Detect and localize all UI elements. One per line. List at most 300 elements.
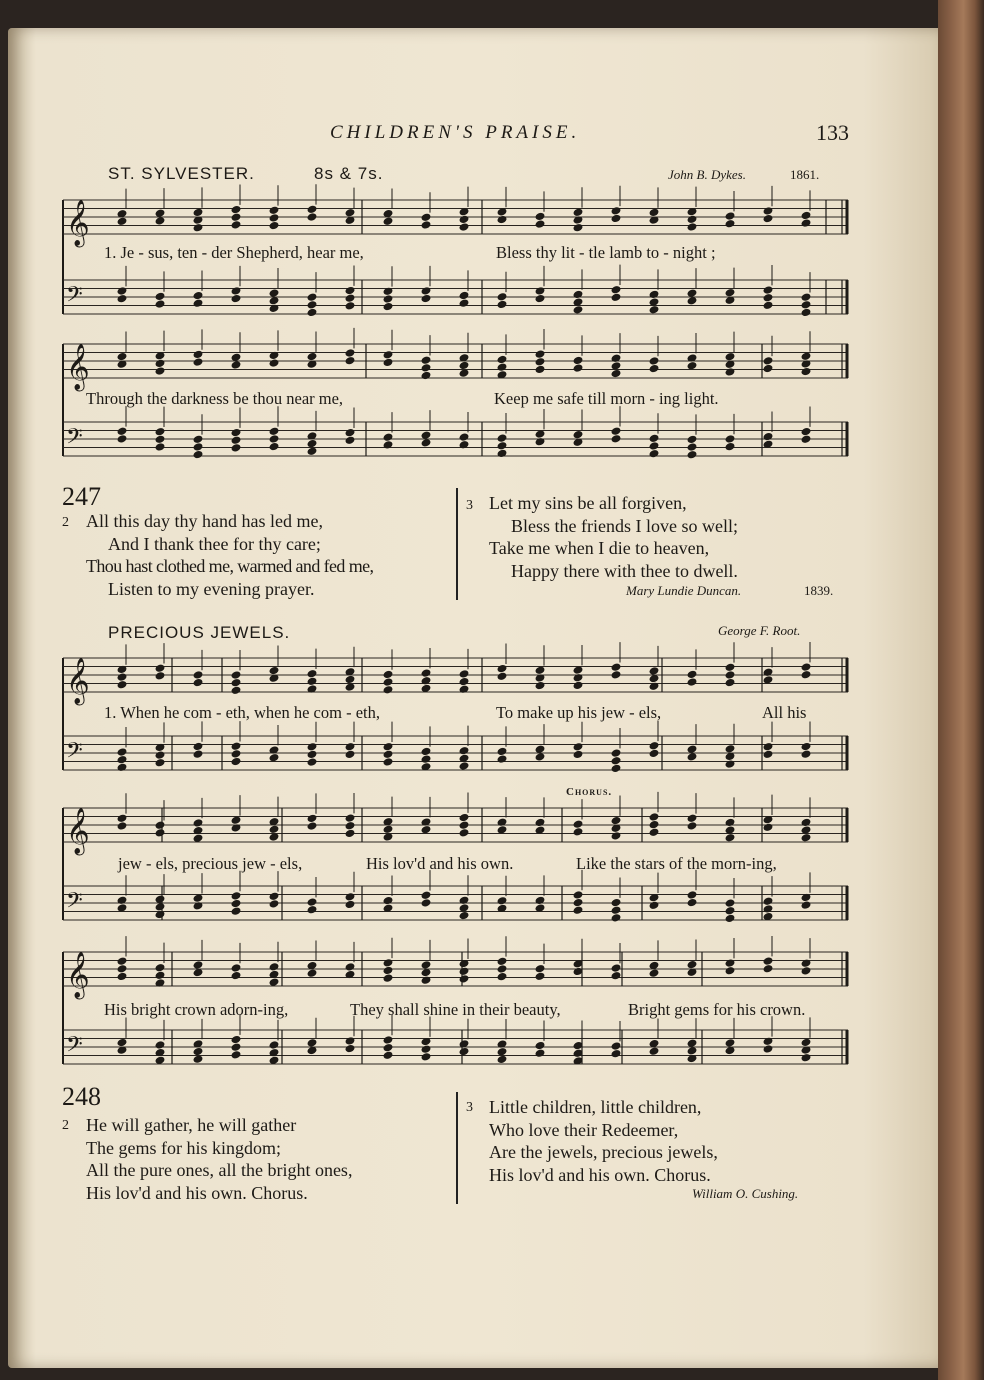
note-head [421, 355, 432, 365]
note-head [117, 217, 128, 227]
note-head [155, 758, 166, 768]
note-head [763, 667, 774, 677]
note-head [345, 436, 356, 446]
note-head [421, 213, 432, 223]
note-head [535, 1048, 546, 1058]
note-head [687, 442, 698, 452]
note-head [421, 898, 432, 908]
note-head [497, 300, 508, 310]
treble-clef-icon: 𝄞 [66, 658, 90, 704]
note-head [421, 676, 432, 686]
note-head [421, 363, 432, 373]
note-head [611, 369, 622, 379]
note-head [611, 816, 622, 826]
note-head [117, 747, 128, 757]
note-head [231, 678, 242, 688]
note-head [611, 898, 622, 908]
note-head [383, 1035, 394, 1045]
note-head [193, 291, 204, 301]
verse-2 [86, 1114, 352, 1204]
note-head [535, 1041, 546, 1051]
note-head [307, 742, 318, 752]
note-head [383, 742, 394, 752]
note-head [155, 216, 166, 226]
note-head [649, 741, 660, 751]
running-title: CHILDREN'S PRAISE. [330, 122, 581, 143]
column-divider [456, 488, 458, 600]
note-head [155, 1048, 166, 1058]
note-head [117, 972, 128, 982]
note-head [231, 741, 242, 751]
note-head [307, 677, 318, 687]
note-head [763, 742, 774, 752]
note-head [459, 966, 470, 976]
note-head [611, 206, 622, 216]
note-head [345, 348, 356, 358]
note-head [801, 833, 812, 843]
note-head [763, 823, 774, 833]
note-head [155, 663, 166, 673]
note-head [725, 442, 736, 452]
verse-line: He will gather, he will gather [86, 1115, 297, 1135]
note-head [573, 363, 584, 373]
note-head [345, 892, 356, 902]
lyric-line: Through the darkness be thou near me, [86, 389, 344, 408]
note-head [383, 1051, 394, 1061]
note-head [763, 301, 774, 311]
note-head [649, 364, 660, 374]
note-head [269, 899, 280, 909]
note-head [459, 684, 470, 694]
note-head [573, 208, 584, 218]
note-head [535, 972, 546, 982]
note-head [155, 299, 166, 309]
note-head [421, 294, 432, 304]
note-head [687, 744, 698, 754]
note-head [269, 288, 280, 298]
note-head [269, 666, 280, 676]
note-head [421, 975, 432, 985]
note-head [155, 1040, 166, 1050]
note-head [193, 223, 204, 233]
book-binding [938, 0, 984, 1380]
note-head [383, 685, 394, 695]
note-head [725, 352, 736, 362]
note-head [725, 367, 736, 377]
note-head [611, 963, 622, 973]
note-head [155, 894, 166, 904]
note-head [801, 300, 812, 310]
note-head [459, 813, 470, 823]
note-head [231, 360, 242, 370]
note-head [269, 434, 280, 444]
note-head [345, 428, 356, 438]
note-head [611, 434, 622, 444]
note-head [535, 349, 546, 359]
note-head [231, 891, 242, 901]
note-head [421, 430, 432, 440]
note-head [801, 958, 812, 968]
note-head [193, 208, 204, 218]
note-head [535, 365, 546, 375]
note-head [649, 820, 660, 830]
note-head [725, 914, 736, 924]
note-head [801, 966, 812, 976]
note-head [459, 361, 470, 371]
composer-credit: George F. Root. [718, 623, 801, 638]
note-head [459, 911, 470, 921]
note-head [307, 300, 318, 310]
note-head [725, 966, 736, 976]
note-head [231, 1042, 242, 1052]
hymn-number: 248 [62, 1082, 101, 1111]
note-head [763, 214, 774, 224]
note-head [231, 286, 242, 296]
note-head [193, 670, 204, 680]
note-head [725, 288, 736, 298]
page-number: 133 [816, 120, 849, 145]
note-head [193, 901, 204, 911]
note-head [231, 749, 242, 759]
note-head [193, 450, 204, 460]
note-head [725, 759, 736, 769]
note-head [345, 750, 356, 760]
note-head [687, 890, 698, 900]
note-head [573, 750, 584, 760]
note-head [193, 1047, 204, 1057]
note-head [573, 290, 584, 300]
note-head [573, 356, 584, 366]
author-year: 1839. [804, 583, 834, 598]
note-head [649, 666, 660, 676]
note-head [573, 673, 584, 683]
note-head [687, 215, 698, 225]
note-head [383, 287, 394, 297]
note-head [497, 671, 508, 681]
note-head [763, 1037, 774, 1047]
note-head [193, 749, 204, 759]
note-head [459, 896, 470, 906]
note-head [383, 440, 394, 450]
verse-3 [489, 1096, 718, 1186]
note-head [269, 221, 280, 231]
note-head [687, 222, 698, 232]
note-head [573, 305, 584, 315]
lyric-line: jew - els, precious jew - els, [118, 854, 303, 873]
treble-clef-icon: 𝄞 [66, 808, 90, 854]
lyric-line: Bless thy lit - tle lamb to - night ; [496, 243, 716, 262]
verse-line: Who love their Redeemer, [489, 1119, 679, 1140]
verse-line: Bless the friends I love so well; [511, 515, 738, 536]
note-head [497, 964, 508, 974]
note-head [421, 1052, 432, 1062]
note-head [307, 669, 318, 679]
author-credit: William O. Cushing. [692, 1186, 799, 1201]
note-head [725, 670, 736, 680]
note-head [383, 302, 394, 312]
tune-name-precious-jewels: PRECIOUS JEWELS. [108, 623, 291, 642]
note-head [383, 670, 394, 680]
note-head [725, 818, 736, 828]
note-head [535, 896, 546, 906]
note-head [687, 296, 698, 306]
lyric-line: To make up his jew - els, [496, 703, 662, 722]
note-head [649, 449, 660, 459]
bass-clef-icon: 𝄢 [66, 738, 83, 769]
note-head [231, 963, 242, 973]
note-head [649, 828, 660, 838]
note-head [117, 294, 128, 304]
note-head [725, 211, 736, 221]
note-head [611, 971, 622, 981]
note-head [763, 356, 774, 366]
note-head [269, 213, 280, 223]
note-head [801, 818, 812, 828]
note-head [611, 662, 622, 672]
note-head [307, 814, 318, 824]
note-head [573, 827, 584, 837]
composer-year: 1861. [790, 167, 820, 182]
verse-line: Thou hast clothed me, warmed and fed me, [86, 556, 374, 576]
note-head [231, 757, 242, 767]
note-head [345, 301, 356, 311]
note-head [155, 366, 166, 376]
note-head [421, 438, 432, 448]
note-head [231, 1050, 242, 1060]
verse-line: All this day thy hand has led me, [86, 511, 323, 531]
note-head [231, 428, 242, 438]
note-head [649, 356, 660, 366]
note-head [345, 286, 356, 296]
note-head [725, 898, 736, 908]
note-head [801, 218, 812, 228]
note-head [573, 223, 584, 233]
note-head [725, 219, 736, 229]
note-head [649, 681, 660, 691]
note-head [155, 902, 166, 912]
note-head [307, 757, 318, 767]
note-head [763, 285, 774, 295]
note-head [269, 825, 280, 835]
note-head [611, 670, 622, 680]
note-head [725, 833, 736, 843]
note-head [383, 896, 394, 906]
note-head [193, 350, 204, 360]
note-head [307, 821, 318, 831]
note-head [687, 435, 698, 445]
verse-3 [489, 492, 738, 582]
note-head [383, 757, 394, 767]
note-head [155, 427, 166, 437]
note-head [763, 956, 774, 966]
note-head [497, 215, 508, 225]
note-head [117, 434, 128, 444]
note-head [155, 828, 166, 838]
note-head [649, 305, 660, 315]
note-head [155, 671, 166, 681]
note-head [307, 352, 318, 362]
note-head [421, 371, 432, 381]
note-head [649, 208, 660, 218]
note-head [763, 904, 774, 914]
note-head [345, 675, 356, 685]
bass-clef-icon: 𝄢 [66, 888, 83, 919]
note-head [459, 291, 470, 301]
note-head [649, 1046, 660, 1056]
note-head [687, 670, 698, 680]
note-head [155, 971, 166, 981]
note-head [269, 1048, 280, 1058]
note-head [231, 220, 242, 230]
note-head [307, 968, 318, 978]
verse-line: Let my sins be all forgiven, [489, 493, 687, 513]
note-head [459, 746, 470, 756]
note-head [117, 352, 128, 362]
note-head [687, 450, 698, 460]
note-head [155, 435, 166, 445]
verse-line: Listen to my evening prayer. [108, 578, 315, 599]
note-head [459, 761, 470, 771]
verse-number: 3 [466, 498, 473, 513]
lyric-line: Keep me safe till morn - ing light. [494, 389, 719, 408]
note-head [345, 900, 356, 910]
note-head [687, 960, 698, 970]
note-head [193, 742, 204, 752]
note-head [345, 208, 356, 218]
note-head [421, 1044, 432, 1054]
note-head [801, 292, 812, 302]
note-head [535, 681, 546, 691]
note-head [307, 897, 318, 907]
note-head [231, 971, 242, 981]
note-head [345, 962, 356, 972]
note-head [497, 441, 508, 451]
note-head [117, 896, 128, 906]
note-head [497, 292, 508, 302]
note-head [269, 427, 280, 437]
note-head [763, 364, 774, 374]
note-head [535, 666, 546, 676]
lyric-line: 1. Je - sus, ten - der Shepherd, hear me, [104, 243, 364, 262]
note-head [117, 956, 128, 966]
note-head [801, 434, 812, 444]
note-head [231, 212, 242, 222]
note-head [497, 957, 508, 967]
note-head [231, 443, 242, 453]
tune-meter: 8s & 7s. [314, 164, 384, 183]
note-head [649, 812, 660, 822]
note-head [421, 754, 432, 764]
verse-line: Take me when I die to heaven, [489, 538, 710, 558]
note-head [421, 668, 432, 678]
note-head [573, 905, 584, 915]
lyric-line: Like the stars of the morn-ing, [576, 854, 777, 873]
note-head [231, 1035, 242, 1045]
note-head [307, 205, 318, 215]
note-head [763, 1044, 774, 1054]
lyric-line: They shall shine in their beauty, [350, 1000, 561, 1019]
verse-line: All the pure ones, all the bright ones, [86, 1160, 353, 1180]
note-head [573, 742, 584, 752]
note-head [535, 752, 546, 762]
note-head [611, 764, 622, 774]
note-head [763, 432, 774, 442]
note-head [231, 435, 242, 445]
note-head [459, 432, 470, 442]
verse-line: His lov'd and his own. Chorus. [489, 1164, 711, 1185]
note-head [801, 670, 812, 680]
note-head [117, 1038, 128, 1048]
note-head [497, 896, 508, 906]
note-head [801, 1038, 812, 1048]
note-head [649, 749, 660, 759]
verse-line: The gems for his kingdom; [86, 1137, 281, 1158]
note-head [763, 896, 774, 906]
note-head [459, 669, 470, 679]
chorus-label: Chorus. [566, 786, 613, 798]
note-head [611, 905, 622, 915]
note-head [725, 958, 736, 968]
note-head [497, 362, 508, 372]
note-head [535, 294, 546, 304]
note-head [763, 206, 774, 216]
note-head [763, 293, 774, 303]
note-head [497, 1055, 508, 1065]
note-head [421, 825, 432, 835]
note-head [193, 298, 204, 308]
note-head [383, 358, 394, 368]
note-head [117, 672, 128, 682]
note-head [345, 356, 356, 366]
note-head [611, 214, 622, 224]
note-head [801, 749, 812, 759]
note-head [611, 293, 622, 303]
note-head [497, 449, 508, 459]
note-head [801, 662, 812, 672]
note-head [421, 890, 432, 900]
note-head [307, 750, 318, 760]
note-head [269, 442, 280, 452]
bass-clef-icon: 𝄢 [66, 424, 83, 455]
note-head [231, 686, 242, 696]
note-head [155, 442, 166, 452]
note-head [573, 898, 584, 908]
note-head [535, 818, 546, 828]
note-head [307, 308, 318, 318]
lyric-line: 1. When he com - eth, when he com - eth, [104, 703, 380, 722]
note-head [383, 350, 394, 360]
note-head [573, 681, 584, 691]
note-head [687, 752, 698, 762]
note-head [345, 1036, 356, 1046]
composer-credit: John B. Dykes. [668, 167, 746, 182]
note-head [687, 677, 698, 687]
music-system-1 [62, 192, 854, 334]
note-head [611, 285, 622, 295]
verse-line: Are the jewels, precious jewels, [489, 1142, 718, 1162]
note-head [269, 304, 280, 314]
tune-name-st-sylvester: ST. SYLVESTER. [108, 164, 255, 183]
verse-line: His lov'd and his own. Chorus. [86, 1182, 308, 1203]
treble-clef-icon: 𝄞 [66, 200, 90, 246]
note-head [763, 964, 774, 974]
verse-number: 3 [466, 1100, 473, 1115]
hymn-number: 247 [62, 482, 101, 511]
note-head [269, 753, 280, 763]
verse-line: And I thank thee for thy care; [108, 533, 321, 554]
note-head [345, 829, 356, 839]
note-head [649, 290, 660, 300]
